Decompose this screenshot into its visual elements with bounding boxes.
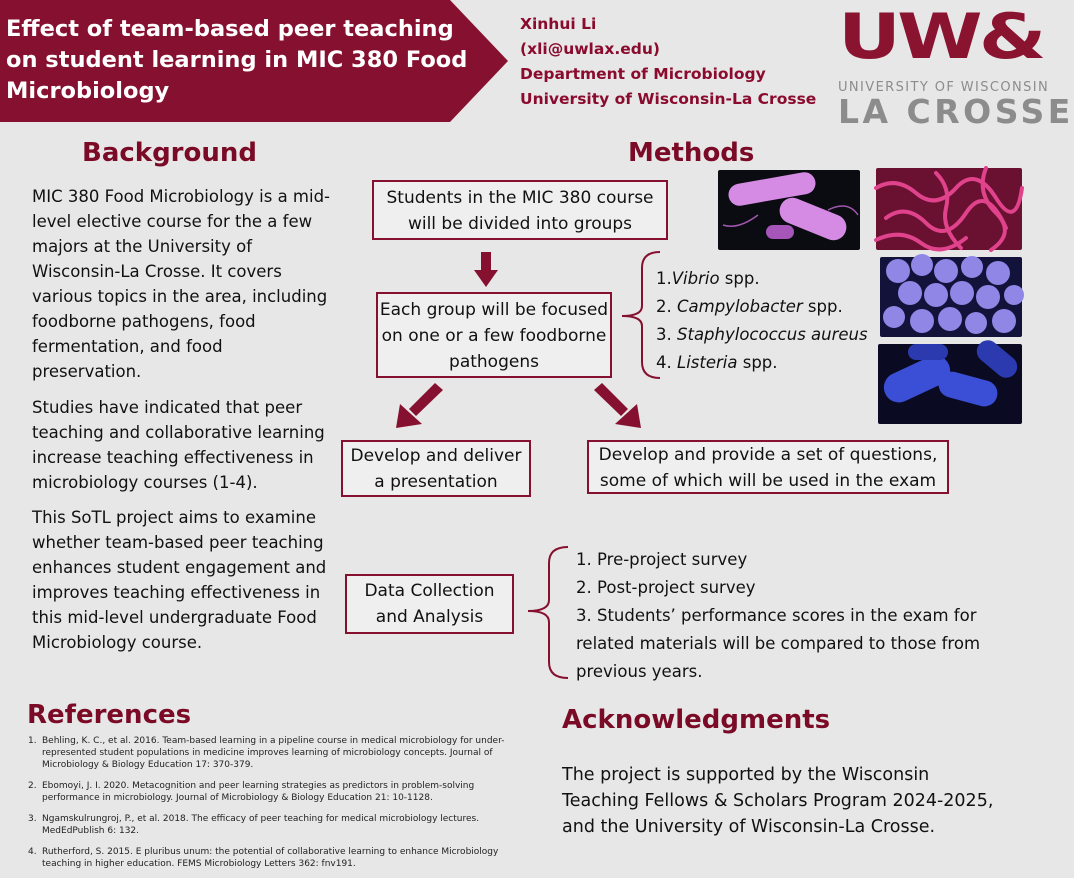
references-heading: References xyxy=(27,700,192,730)
campylobacter-image xyxy=(876,168,1022,250)
background-paragraph-1: MIC 380 Food Microbiology is a mid-level elective course for the a few majors at the University of Wisconsin-La Crosse. It covers various topics in the area, including foodborne pathogens, food fermentation, and food preservation. xyxy=(32,187,331,381)
flow-step-groups: Students in the MIC 380 course will be divided into groups xyxy=(372,180,668,240)
arrow-down-left-icon xyxy=(396,383,443,428)
reference-item-4: 4. Rutherford, S. 2015. E pluribus unum: the potential of collaborative learning to enhance Microbiology teaching in higher education. FEMS Microbiology Letters 362: fnv191. xyxy=(28,847,499,869)
data-item-1: 1. Pre-project survey xyxy=(576,550,748,569)
reference-item-2: 2. Ebomoyi, J. I. 2020. Metacognition and peer learning strategies as predictors in problem-solving performance in microbiology. Journal of Microbiology & Biology Education 21: 10-1128. xyxy=(28,781,475,803)
pathogen-list xyxy=(656,265,868,377)
staphylococcus-image xyxy=(880,257,1022,337)
curly-brace-icon xyxy=(528,547,568,678)
data-item-3: 3. Students’ performance scores in the exam for related materials will be compared to those from previous years. xyxy=(576,606,981,681)
reference-item-3: 3. Ngamskulrungroj, P., et al. 2018. The efficacy of peer teaching for medical microbiology lectures. MedEdPublish 6: 132. xyxy=(28,814,480,836)
background-paragraph-3: This SoTL project aims to examine whether team-based peer teaching enhances student engagement and improves teaching effectiveness in this mid-level undergraduate Food Microbiology course. xyxy=(32,508,327,652)
pathogen-item-4: 4. Listeria spp. xyxy=(656,353,778,372)
background-heading: Background xyxy=(82,138,257,168)
flow-step-questions: Develop and provide a set of questions, some of which will be used in the exam xyxy=(587,440,949,494)
data-analysis-list xyxy=(576,546,996,686)
reference-item-1: 1. Behling, K. C., et al. 2016. Team-based learning in a pipeline course in medical microbiology for under-represented student populations in medicine improves learning of microbiology concepts. Journal of Microbiology & Biology Education 17: 370-379. xyxy=(28,736,505,770)
arrow-down-right-icon xyxy=(594,383,641,428)
flow-step-pathogen-focus: Each group will be focused on one or a few foodborne pathogens xyxy=(376,292,612,378)
data-item-2: 2. Post-project survey xyxy=(576,578,756,597)
pathogen-item-3: 3. Staphylococcus aureus xyxy=(656,325,868,344)
logo-mark: UW& xyxy=(838,0,1043,73)
flow-step-presentation: Develop and deliver a presentation xyxy=(341,440,531,497)
listeria-image xyxy=(878,344,1022,424)
author-email: (xli@uwlax.edu) xyxy=(520,40,660,58)
data-collection-box: Data Collection and Analysis xyxy=(345,574,514,634)
acknowledgments-heading: Acknowledgments xyxy=(562,705,831,735)
pathogen-item-1: 1.Vibrio spp. xyxy=(656,269,760,288)
logo-line2: LA CROSSE xyxy=(838,92,1074,131)
logo-line1: UNIVERSITY OF WISCONSIN xyxy=(838,80,1050,95)
vibrio-image xyxy=(718,170,860,250)
author-department: Department of Microbiology xyxy=(520,65,766,83)
author-name: Xinhui Li xyxy=(520,15,597,33)
methods-heading: Methods xyxy=(628,138,755,168)
poster-title: Effect of team-based peer teaching on student learning in MIC 380 Food Microbiology xyxy=(6,16,468,104)
pathogen-item-2: 2. Campylobacter spp. xyxy=(656,297,843,316)
curly-brace-icon xyxy=(622,252,660,378)
arrow-down-icon xyxy=(474,252,498,287)
acknowledgments-text: The project is supported by the Wisconsin Teaching Fellows & Scholars Program 2024-2025, and the University of Wisconsin-La Crosse. xyxy=(562,765,994,837)
author-university: University of Wisconsin-La Crosse xyxy=(520,90,817,108)
background-paragraph-2: Studies have indicated that peer teaching and collaborative learning increase teaching effectiveness in microbiology courses (1-4). xyxy=(32,398,325,492)
